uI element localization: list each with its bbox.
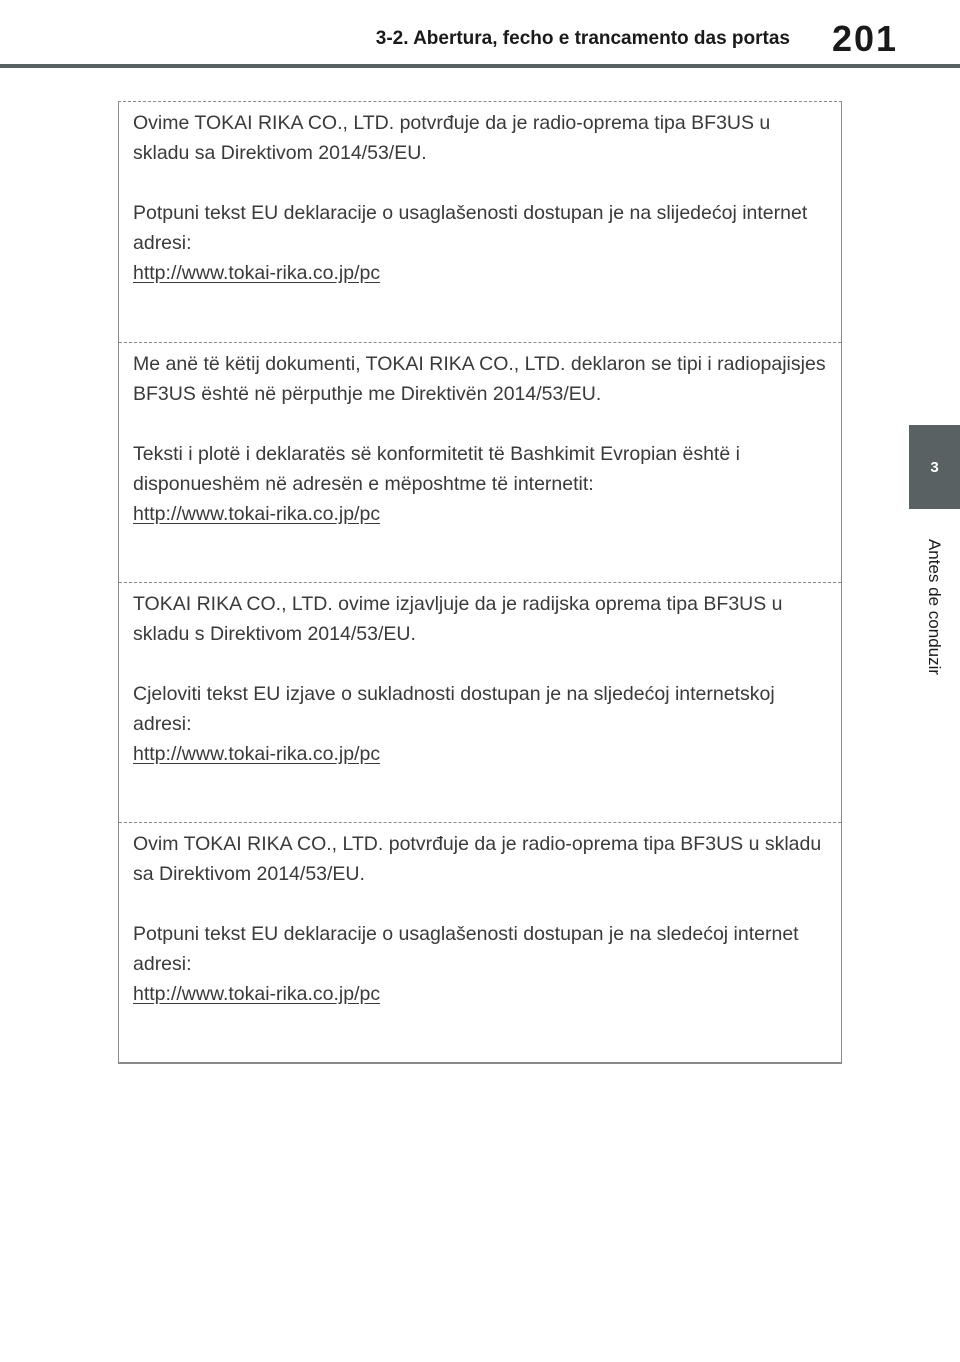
- declaration-statement: TOKAI RIKA CO., LTD. ovime izjavljuje da je radijska oprema tipa BF3US u skladu s Direktivom 2014/53/EU.: [133, 593, 783, 645]
- declaration-availability-text: Potpuni tekst EU deklaracije o usaglašenosti dostupan je na sledećoj internet adresi:: [133, 923, 799, 975]
- section-title: 3-2. Abertura, fecho e trancamento das portas: [375, 28, 790, 49]
- page-number: 201: [832, 18, 899, 59]
- declaration-availability-text: Potpuni tekst EU deklaracije o usaglašenosti dostupan je na slijedećoj internet adresi:: [133, 202, 808, 254]
- declaration-link[interactable]: http://www.tokai-rika.co.jp/pc: [133, 743, 381, 765]
- declaration-statement: Ovime TOKAI RIKA CO., LTD. potvrđuje da je radio-oprema tipa BF3US u skladu sa Direktivom 2014/53/EU.: [133, 112, 771, 164]
- declaration-cell-serbian: [119, 822, 841, 1062]
- declaration-availability: [133, 439, 827, 529]
- chapter-tab[interactable]: [909, 425, 960, 509]
- declaration-statement: Me anë të këtij dokumenti, TOKAI RIKA CO., LTD. deklaron se tipi i radiopajisjes BF3US është në përputhje me Direktivën 2014/53/EU.: [133, 353, 826, 405]
- declaration-link[interactable]: http://www.tokai-rika.co.jp/pc: [133, 503, 381, 525]
- declaration-statement: Ovim TOKAI RIKA CO., LTD. potvrđuje da je radio-oprema tipa BF3US u skladu sa Direktivom 2014/53/EU.: [133, 833, 822, 885]
- chapter-number: 3: [930, 458, 939, 476]
- declaration-link[interactable]: http://www.tokai-rika.co.jp/pc: [133, 262, 381, 284]
- declaration-cell-bosnian: [119, 102, 841, 342]
- declaration-cell-albanian: [119, 342, 841, 582]
- declaration-availability-text: Teksti i plotë i deklaratës së konformitetit të Bashkimit Evropian është i disponueshëm në adresën e mëposhtme të internetit:: [133, 443, 740, 495]
- declaration-availability: [133, 198, 827, 288]
- declaration-availability-text: Cjeloviti tekst EU izjave o sukladnosti dostupan je na sljedećoj internetskoj adresi:: [133, 683, 775, 735]
- header-rule: [0, 64, 960, 68]
- declaration-cell-croatian: [119, 582, 841, 822]
- declaration-table: [118, 101, 842, 1064]
- chapter-label: Antes de conduzir: [925, 538, 944, 676]
- declaration-availability: [133, 679, 827, 769]
- page-header: [0, 0, 960, 68]
- declaration-availability: [133, 919, 827, 1009]
- declaration-link[interactable]: http://www.tokai-rika.co.jp/pc: [133, 983, 381, 1005]
